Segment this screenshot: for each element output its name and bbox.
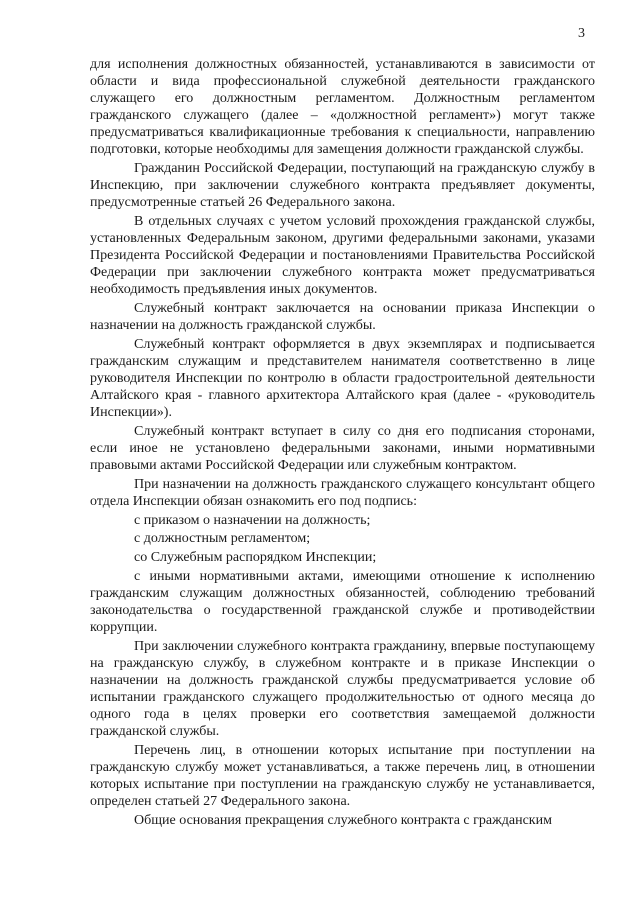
paragraph-continuation: для исполнения должностных обязанностей, устанавливаются в зависимости от области и вида профессиональной служебной деятельности гражданского служащего его должностным регламентом. Должностным регламентом гражданского служащего (далее – «должностной регламент») могут также предусматриваться квалификационные требования к специальности, направлению подготовки, которые необходимы для замещения должности гражданской службы. bbox=[90, 57, 595, 158]
paragraph-probation-list: Перечень лиц, в отношении которых испытание при поступлении на гражданскую службу может устанавливаться, а также перечень лиц, в отношении которых испытание при поступлении на гражданскую службу не устанавливается, определен статьей 27 Федерального закона. bbox=[90, 742, 595, 810]
paragraph-termination: Общие основания прекращения служебного контракта с гражданским bbox=[134, 812, 552, 828]
list-item-routine: со Служебным распорядком Инспекции; bbox=[134, 549, 377, 565]
page-number: 3 bbox=[578, 26, 585, 41]
list-item-regulation: с должностным регламентом; bbox=[134, 531, 311, 547]
list-item-order: с приказом о назначении на должность; bbox=[134, 512, 371, 528]
paragraph-probation: При заключении служебного контракта гражданину, впервые поступающему на гражданскую службу, в служебном контракте и в приказе Инспекции о назначении на должность гражданской службы предусматривается условие об испытании гражданского служащего продолжительностью от одного месяца до одного года в целях проверки его соответствия замещаемой должности гражданской службы. bbox=[90, 638, 595, 740]
paragraph-contract-order: Служебный контракт заключается на основании приказа Инспекции о назначении на должность гражданской службы. bbox=[90, 301, 595, 334]
paragraph-contract-copies: Служебный контракт оформляется в двух экземплярах и подписывается гражданским служащим и представителем нанимателя соответственно в лице руководителя Инспекции по контролю в области градостроительной деятельности Алтайского края - главного архитектора Алтайского края (далее - «руководитель Инспекции»). bbox=[90, 336, 595, 421]
paragraph-special-cases: В отдельных случаях с учетом условий прохождения гражданской службы, установленных Федеральным законом, другими федеральными законами, указами Президента Российской Федерации и постановлениями Правительства Российской Федерации при заключении служебного контракта может предусматриваться необходимость предъявления иных документов. bbox=[90, 214, 595, 298]
document-body bbox=[90, 56, 595, 829]
paragraph-contract-effective: Служебный контракт вступает в силу со дня его подписания сторонами, если иное не установлено федеральными законами, иными нормативными правовыми актами Российской Федерации или служебным контрактом. bbox=[90, 423, 595, 474]
paragraph-familiarization: При назначении на должность гражданского служащего консультант общего отдела Инспекции обязан ознакомить его под подпись: bbox=[90, 476, 595, 509]
paragraph-citizen-documents: Гражданин Российской Федерации, поступающий на гражданскую службу в Инспекцию, при заключении служебного контракта предъявляет документы, предусмотренные статьей 26 Федерального закона. bbox=[90, 161, 595, 211]
list-item-other-acts: с иными нормативными актами, имеющими отношение к исполнению гражданским служащим должностных обязанностей, соблюдению требований законодательства о государственной гражданской службе и противодействии коррупции. bbox=[90, 568, 595, 635]
